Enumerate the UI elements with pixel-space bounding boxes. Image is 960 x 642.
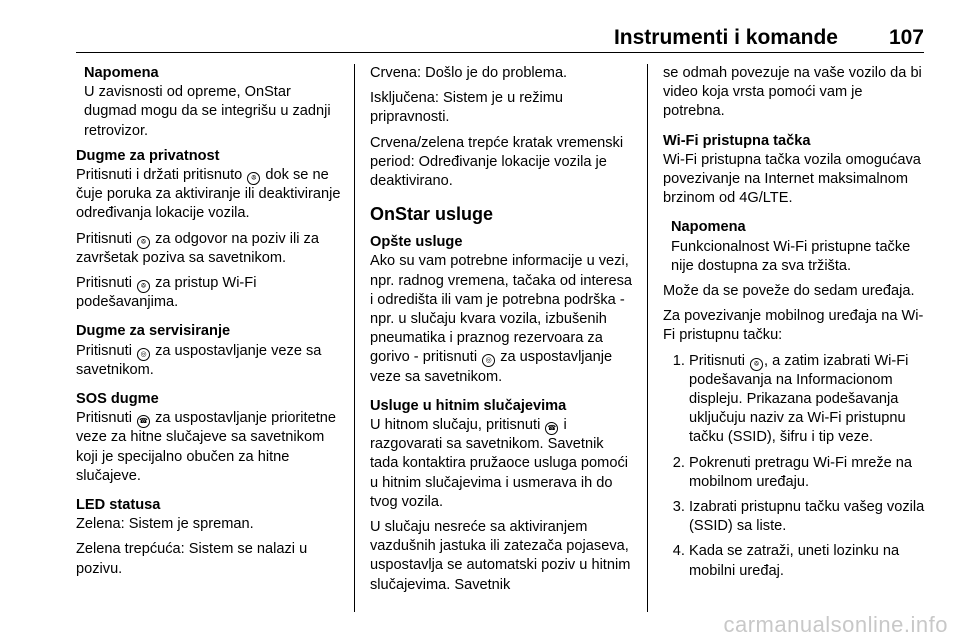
paragraph: Crvena: Došlo je do problema. (370, 65, 568, 81)
paragraph: Može da se poveže do sedam uređaja. (663, 283, 915, 300)
paragraph: Ako su vam potrebne informacije u vezi, npr. radnog vremena, tačaka od interesa i odredišta ili vam je potrebna podrška - npr. u slučaju kvara vozila, izbušenih pneumatika i praznog rezervoara za gorivo - pritisnuti ◎ za uspostavljanje veze sa savetnikom. (370, 253, 633, 385)
paragraph: Pritisnuti ꔮ za pristup Wi-Fi podešavanjima. (76, 275, 257, 311)
page-title: Instrumenti i komande (613, 26, 838, 49)
paragraph: se odmah povezuje na vaše vozilo da bi video koja vrsta pomoći vam je potrebna. (663, 65, 922, 120)
section-heading-large: OnStar usluge (370, 204, 494, 225)
paragraph: Pritisnuti ꔮ za odgovor na poziv ili za završetak poziva sa savetnikom. (76, 230, 319, 266)
paragraph: Zelena: Sistem je spreman. (76, 516, 254, 533)
section-heading: Wi-Fi pristupna tačka (663, 132, 811, 149)
onstar-button-icon: ◎ (137, 348, 150, 361)
column-divider (354, 64, 355, 612)
list-item: 4. Kada se zatraži, uneti lozinku na mobilni uređaj. (689, 542, 928, 580)
note-box (663, 218, 928, 276)
note-title: Napomena (84, 65, 159, 81)
column-1 (76, 64, 346, 585)
list-item: 3. Izabrati pristupnu tačku vašeg vozila (SSID) sa liste. (689, 498, 928, 536)
section-heading: Dugme za servisiranje (76, 323, 231, 340)
list-item: 2. Pokrenuti pretragu Wi-Fi mreže na mobilnom uređaju. (689, 454, 928, 492)
watermark: carmanualsonline.info (723, 612, 948, 637)
section-heading: SOS dugme (76, 391, 159, 408)
column-2 (370, 64, 635, 601)
section-heading: Dugme za privatnost (76, 147, 220, 164)
section-heading: Usluge u hitnim slučajevima (370, 397, 567, 414)
page-header (76, 22, 924, 53)
steps-list (663, 352, 928, 581)
paragraph: U hitnom slučaju, pritisnuti ☎ i razgovarati sa savetnikom. Savetnik tada kontaktira pružaoce usluga pomoći u hitnim slučajevima i usmerava ih do tvog vozila. (370, 417, 628, 510)
note-text: Funkcionalnost Wi-Fi pristupne tačke nije dostupna za sva tržišta. (671, 238, 911, 274)
list-item: 1. Pritisnuti ꔮ , a zatim izabrati Wi-Fi podešavanja na Informacionom displeju. Prikazana podešavanja uključuju naziv za Wi-Fi pristupnu tačku (SSID), šifru i tip veze. (689, 352, 928, 448)
note-text: U zavisnosti od opreme, OnStar dugmad mogu da se integrišu u zadnji retrovizor. (84, 84, 331, 139)
paragraph: U slučaju nesreće sa aktiviranjem vazdušnih jastuka ili zatezača pojaseva, uspostavlja se automatski poziv u hitnim slučajevima. Savetnik (370, 519, 631, 593)
paragraph: Wi-Fi pristupna tačka vozila omogućava povezivanje na Internet maksimalnom brzinom od 4G/LTE. (663, 151, 921, 207)
paragraph: Pritisnuti i držati pritisnuto ꔮ dok se ne čuje poruka za aktiviranje ili deaktiviranje određivanja lokacije vozila. (76, 167, 341, 222)
paragraph: Crvena/zelena trepće kratak vremenski period: Određivanje lokacije vozila je deaktivirano. (370, 134, 624, 190)
column-3 (663, 64, 928, 587)
section-heading: Opšte usluge (370, 234, 463, 251)
page-number: 107 (888, 26, 924, 49)
paragraph: Pritisnuti ☎ za uspostavljanje prioritetne veze za hitne slučajeve sa savetnikom koji je specijalno obučen za hitne slučajeve. (76, 410, 336, 484)
paragraph: Zelena trepćuća: Sistem se nalazi u pozivu. (76, 541, 308, 577)
note-box (76, 64, 346, 141)
note-title: Napomena (671, 219, 746, 236)
voice-button-icon: ꔮ (247, 172, 260, 185)
paragraph: Isključena: Sistem je u režimu pripravnosti. (370, 90, 564, 126)
sos-button-icon: ☎ (545, 422, 558, 435)
paragraph: Za povezivanje mobilnog uređaja na Wi-Fi pristupnu tačku: (663, 308, 924, 344)
column-divider (647, 64, 648, 612)
section-heading: LED statusa (76, 497, 161, 514)
onstar-button-icon: ◎ (482, 354, 495, 367)
voice-button-icon: ꔮ (750, 358, 763, 371)
voice-button-icon: ꔮ (137, 280, 150, 293)
voice-button-icon: ꔮ (137, 236, 150, 249)
sos-button-icon: ☎ (137, 415, 150, 428)
paragraph: Pritisnuti ◎ za uspostavljanje veze sa savetnikom. (76, 342, 322, 378)
